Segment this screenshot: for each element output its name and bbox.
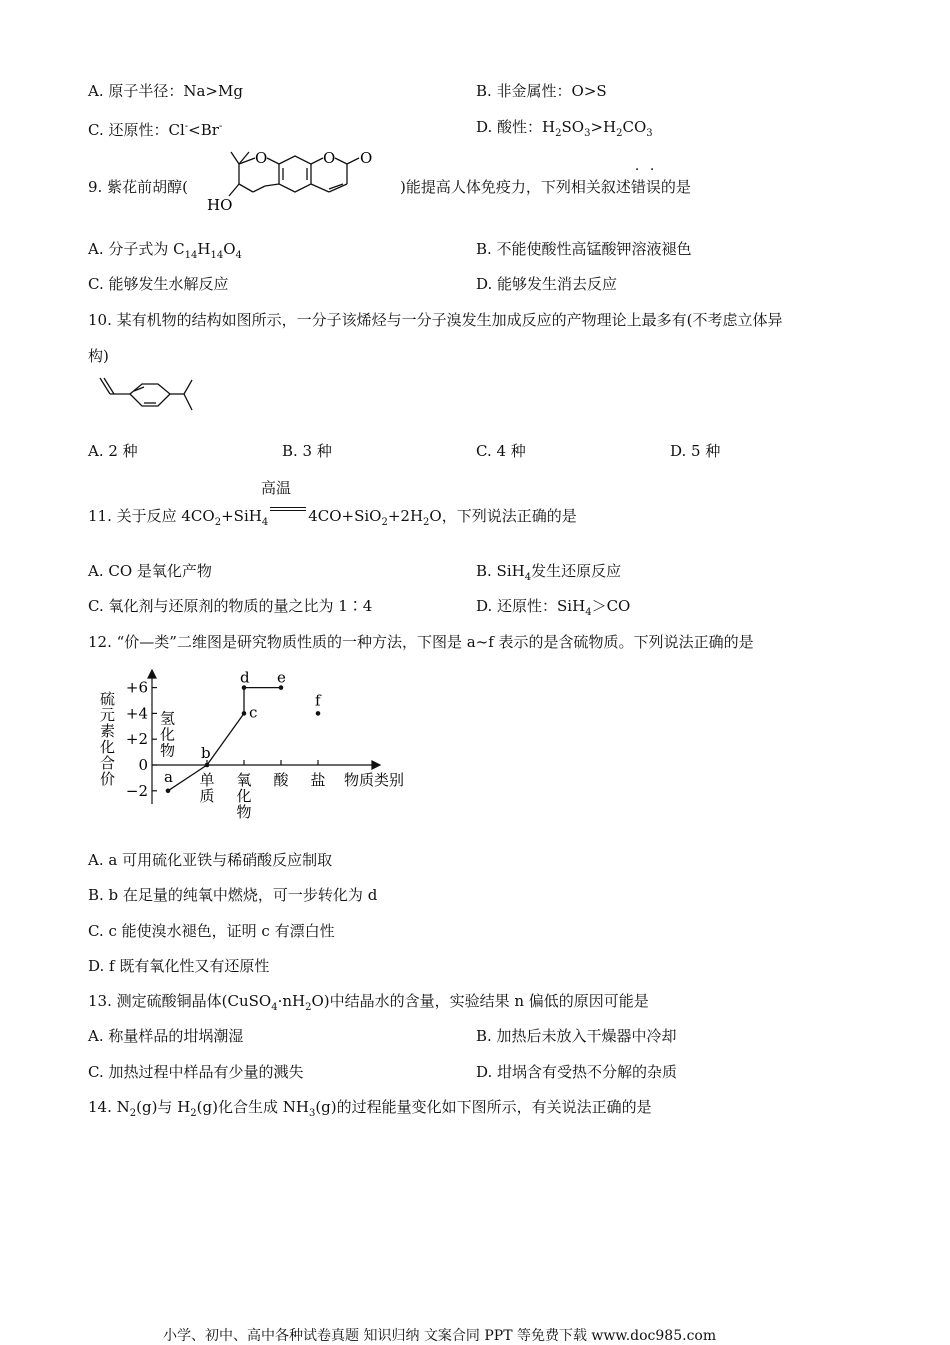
q10-structure-diagram (96, 374, 206, 420)
q9-option-c: C. 能够发生水解反应 (88, 275, 229, 293)
q8-option-b: B. 非金属性：O>S (476, 82, 607, 100)
y-axis-label-char: 化 (100, 738, 116, 756)
y-axis-label-char: 硫 (100, 690, 116, 708)
point-label-d: d (240, 668, 250, 687)
hydroxyl-label: HO (207, 196, 233, 214)
q10-stem-line1: 10. 某有机物的结构如图所示，一分子该烯烃与一分子溴发生加成反应的产物理论上最多有(不考虑立体异 (88, 311, 783, 329)
q9-option-a: A. 分子式为 $C_{14}H_{14}O_4$ (88, 240, 242, 261)
equal-sign (268, 501, 308, 521)
q12-option-d: D. f 既有氧化性又有还原性 (88, 957, 270, 975)
point-label-b: b (201, 744, 211, 762)
carbonyl-oxygen-label: O (360, 149, 373, 167)
y-tick-label: −2 (125, 781, 148, 800)
y-tick-label: +6 (125, 678, 148, 697)
point-label-c: c (249, 703, 258, 722)
category-label-char: 单 (199, 771, 215, 789)
connector-b-c (207, 713, 244, 765)
lactone-oxygen-label: O (323, 149, 336, 167)
category-label-char: 化 (236, 787, 252, 805)
q13-option-a: A. 称量样品的坩埚潮湿 (88, 1027, 244, 1045)
category-label-char: 质 (199, 787, 215, 805)
q14-stem: 14. $N_2(g)$与 $H_2(g)$化合生成 $NH_3(g)$的过程能量变化如下图所示，有关说法正确的是 (88, 1098, 652, 1119)
y-axis-label-char: 素 (100, 722, 116, 740)
q11-option-a: A. CO 是氧化产物 (88, 562, 212, 580)
reaction-condition: 高温 (261, 479, 292, 497)
category-label-char: 化 (160, 725, 176, 744)
q10-stem-line2: 构) (88, 347, 109, 365)
point-label-e: e (277, 668, 286, 687)
q12-option-c: C. c 能使溴水褪色，证明 c 有漂白性 (88, 922, 335, 940)
point-label-a: a (164, 767, 173, 786)
q13-option-b: B. 加热后未放入干燥器中冷却 (476, 1027, 677, 1045)
page-footer: 小学、初中、高中各种试卷真题 知识归纳 文案合同 PPT 等免费下载 www.doc985.com (163, 1328, 717, 1344)
q9-stem-end: )能提高人体免疫力，下列相关叙述 · · 错误的是 (400, 162, 691, 196)
category-label-char: 物 (160, 741, 176, 760)
y-axis-label-char: 合 (100, 754, 116, 772)
category-label-char: 盐 (310, 771, 326, 789)
category-label-char: 氧 (236, 771, 252, 789)
y-tick-label: +4 (125, 704, 148, 723)
valence-category-chart (92, 664, 422, 824)
q12-option-b: B. b 在足量的纯氧中燃烧，可一步转化为 d (88, 886, 378, 904)
y-axis-label (100, 690, 115, 788)
emphasis-word: · · 错误 (630, 162, 661, 196)
q13-stem: 13. 测定硫酸铜晶体$(CuSO_4\cdot nH_2O)$中结晶水的含量，实验结果 n 偏低的原因可能是 (88, 992, 649, 1013)
point-b (205, 763, 210, 768)
q12-stem: 12. “价—类”二维图是研究物质性质的一种方法，下图是 a~f 表示的是含硫物质。下列说法正确的是 (88, 633, 754, 651)
q10-option-a: A. 2 种 (88, 442, 138, 460)
q9-structure-diagram (203, 146, 393, 216)
y-tick-label: +2 (125, 730, 148, 749)
point-a (166, 789, 171, 794)
x-axis-label: 物质类别 (344, 771, 405, 789)
q11-option-b: B. SiH$_4$发生还原反应 (476, 562, 622, 583)
point-c (242, 711, 247, 716)
q8-option-a: A. 原子半径：Na>Mg (88, 82, 243, 100)
q10-option-c: C. 4 种 (476, 442, 526, 460)
category-label-char: 物 (236, 803, 252, 821)
q9-option-b: B. 不能使酸性高锰酸钾溶液褪色 (476, 240, 692, 258)
category-label-char: 氢 (160, 709, 176, 728)
point-label-f: f (315, 691, 321, 710)
q13-option-d: D. 坩埚含有受热不分解的杂质 (476, 1063, 678, 1081)
q10-option-d: D. 5 种 (670, 442, 721, 460)
ring-oxygen-label: O (255, 149, 268, 167)
q11-stem: 11. 关于反应 $4CO_2+SiH_4$ $4CO+SiO_2+2H_2O$，下列说法正确的是 (88, 501, 577, 533)
q8-option-c: C. 还原性：Cl-<Br- (88, 121, 223, 139)
q9-option-d: D. 能够发生消去反应 (476, 275, 618, 293)
q12-option-a: A. a 可用硫化亚铁与稀硝酸反应制取 (88, 851, 333, 869)
y-axis-label-char: 元 (100, 706, 116, 724)
y-axis-arrow (148, 670, 156, 678)
category-label-char: 酸 (273, 771, 289, 789)
q13-option-c: C. 加热过程中样品有少量的溅失 (88, 1063, 304, 1081)
q10-option-b: B. 3 种 (282, 442, 332, 460)
q11-option-c: C. 氧化剂与还原剂的物质的量之比为 1∶4 (88, 597, 373, 615)
y-tick-label: 0 (138, 756, 148, 774)
point-f (316, 711, 321, 716)
y-axis-label-char: 价 (100, 770, 116, 788)
q9-stem-start: 9. 紫花前胡醇( (88, 178, 188, 196)
x-axis-arrow (372, 761, 380, 769)
q8-option-d: D. 酸性：$H_2SO_3>H_2CO_3$ (476, 118, 653, 139)
q11-option-d: D. 还原性：SiH$_4$＞CO (476, 597, 631, 618)
